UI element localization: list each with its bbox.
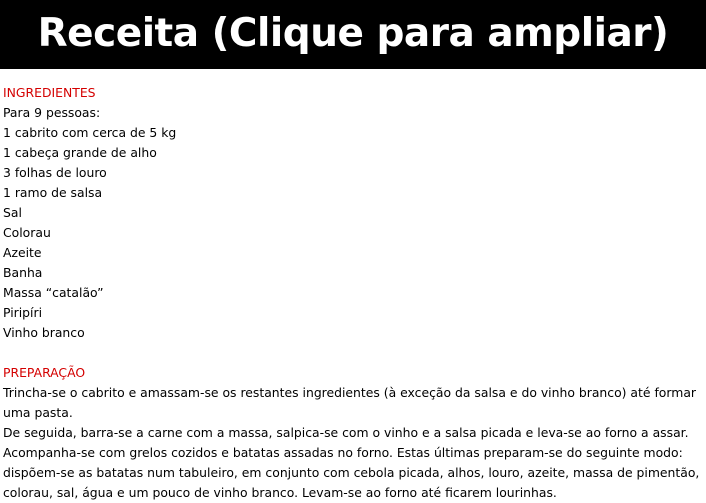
- ingredient-item: Colorau: [3, 225, 51, 240]
- preparation-line: dispõem-se as batatas num tabuleiro, em conjunto com cebola picada, alhos, louro, azeite, massa de pimentão,: [3, 465, 700, 480]
- preparation-line: colorau, sal, água e um pouco de vinho branco. Levam-se ao forno até ficarem lourinhas.: [3, 485, 557, 500]
- ingredient-item: Azeite: [3, 245, 42, 260]
- ingredient-item: 1 cabrito com cerca de 5 kg: [3, 125, 177, 140]
- preparation-line: uma pasta.: [3, 405, 73, 420]
- servings-text: Para 9 pessoas:: [3, 105, 101, 120]
- title-banner[interactable]: [0, 0, 706, 69]
- ingredient-item: Massa “catalão”: [3, 285, 104, 300]
- ingredient-item: Vinho branco: [3, 325, 85, 340]
- ingredient-item: Banha: [3, 265, 43, 280]
- ingredient-item: 1 ramo de salsa: [3, 185, 103, 200]
- ingredients-heading: INGREDIENTES: [3, 85, 96, 100]
- preparation-heading: PREPARAÇÃO: [3, 365, 86, 380]
- ingredient-item: 1 cabeça grande de alho: [3, 145, 157, 160]
- ingredient-list: [3, 123, 703, 343]
- ingredient-item: Sal: [3, 205, 22, 220]
- section-spacer: [3, 343, 703, 363]
- page-title: Receita (Clique para ampliar): [37, 11, 669, 56]
- recipe-content: [3, 83, 703, 503]
- ingredient-item: Piripíri: [3, 305, 43, 320]
- preparation-line: Trincha-se o cabrito e amassam-se os restantes ingredientes (à exceção da salsa e do vinho branco) até formar: [3, 385, 697, 400]
- preparation-line: Acompanha-se com grelos cozidos e batatas assadas no forno. Estas últimas preparam-se do seguinte modo:: [3, 445, 683, 460]
- preparation-line: De seguida, barra-se a carne com a massa, salpica-se com o vinho e a salsa picada e leva-se ao forno a assar.: [3, 425, 689, 440]
- ingredient-item: 3 folhas de louro: [3, 165, 107, 180]
